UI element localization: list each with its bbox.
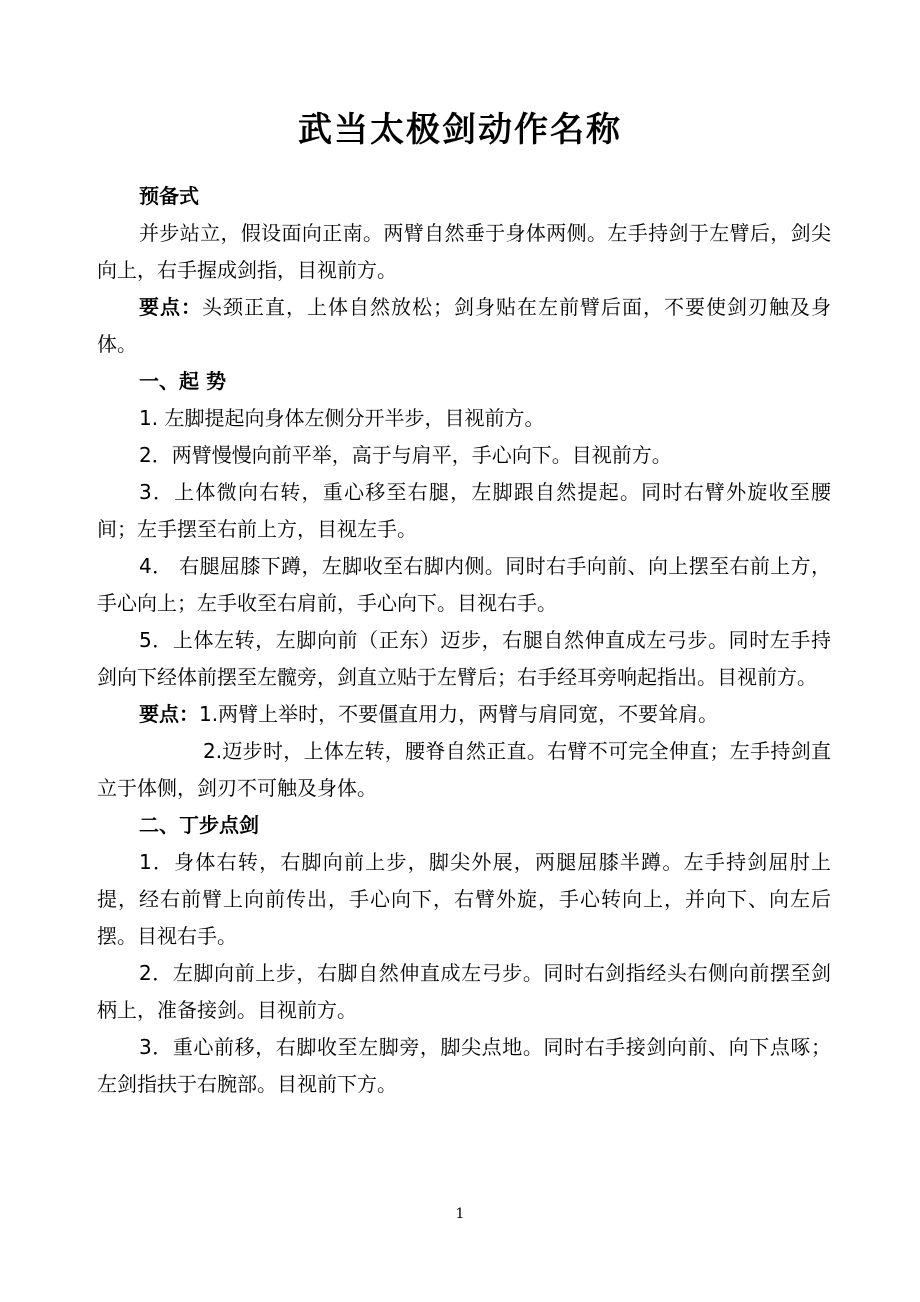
- key-points-text: 头颈正直，上体自然放松；剑身贴在左前臂后面，不要使剑刃触及身体。: [97, 295, 831, 356]
- section-heading-prep: 预备式: [139, 184, 199, 208]
- key-point-1: 1.两臂上举时，不要僵直用力，两臂与肩同宽，不要耸肩。: [199, 702, 719, 726]
- prep-paragraph: 并步站立，假设面向正南。两臂自然垂于身体两侧。左手持剑于左臂后，剑尖向上，右手握成剑指，目视前方。: [97, 221, 831, 282]
- section-heading-2: 二、丁步点剑: [139, 813, 259, 837]
- step-paragraph: 4． 右腿屈膝下蹲，左脚收至右脚内侧。同时右手向前、向上摆至右前上方，手心向上；左手收至右肩前，手心向下。目视右手。: [97, 554, 831, 615]
- key-point-2: 2.迈步时，上体左转，腰脊自然正直。右臂不可完全伸直；左手持剑直立于体侧，剑刃不可触及身体。: [97, 739, 831, 800]
- step-paragraph: 3．重心前移，右脚收至左脚旁，脚尖点地。同时右手接剑向前、向下点啄；左剑指扶于右腕部。目视前下方。: [97, 1035, 831, 1096]
- key-points-label: 要点：: [139, 295, 202, 319]
- document-body: [97, 178, 831, 1103]
- step-paragraph: 1. 左脚提起向身体左侧分开半步，目视前方。: [139, 406, 545, 430]
- step-paragraph: 5．上体左转，左脚向前（正东）迈步，右腿自然伸直成左弓步。同时左手持剑向下经体前摆至左髋旁，剑直立贴于左臂后；右手经耳旁响起指出。目视前方。: [97, 628, 831, 689]
- key-points-label: 要点：: [139, 702, 199, 726]
- step-paragraph: 2．左脚向前上步，右脚自然伸直成左弓步。同时右剑指经头右侧向前摆至剑柄上，准备接剑。目视前方。: [97, 961, 831, 1022]
- prep-key-points: [97, 289, 831, 363]
- document-title: 武当太极剑动作名称: [298, 110, 622, 150]
- step-paragraph: 2．两臂慢慢向前平举，高于与肩平，手心向下。目视前方。: [139, 443, 672, 467]
- page-number: 1: [455, 1206, 465, 1222]
- step-paragraph: 3．上体微向右转，重心移至右腿，左脚跟自然提起。同时右臂外旋收至腰间；左手摆至右前上方，目视左手。: [97, 480, 831, 541]
- s1-key-points: [97, 696, 831, 733]
- step-paragraph: 1．身体右转，右脚向前上步，脚尖外展，两腿屈膝半蹲。左手持剑屈肘上提，经右前臂上向前传出，手心向下，右臂外旋，手心转向上，并向下、向左后摆。目视右手。: [97, 850, 831, 948]
- section-heading-1: 一、起 势: [139, 369, 226, 393]
